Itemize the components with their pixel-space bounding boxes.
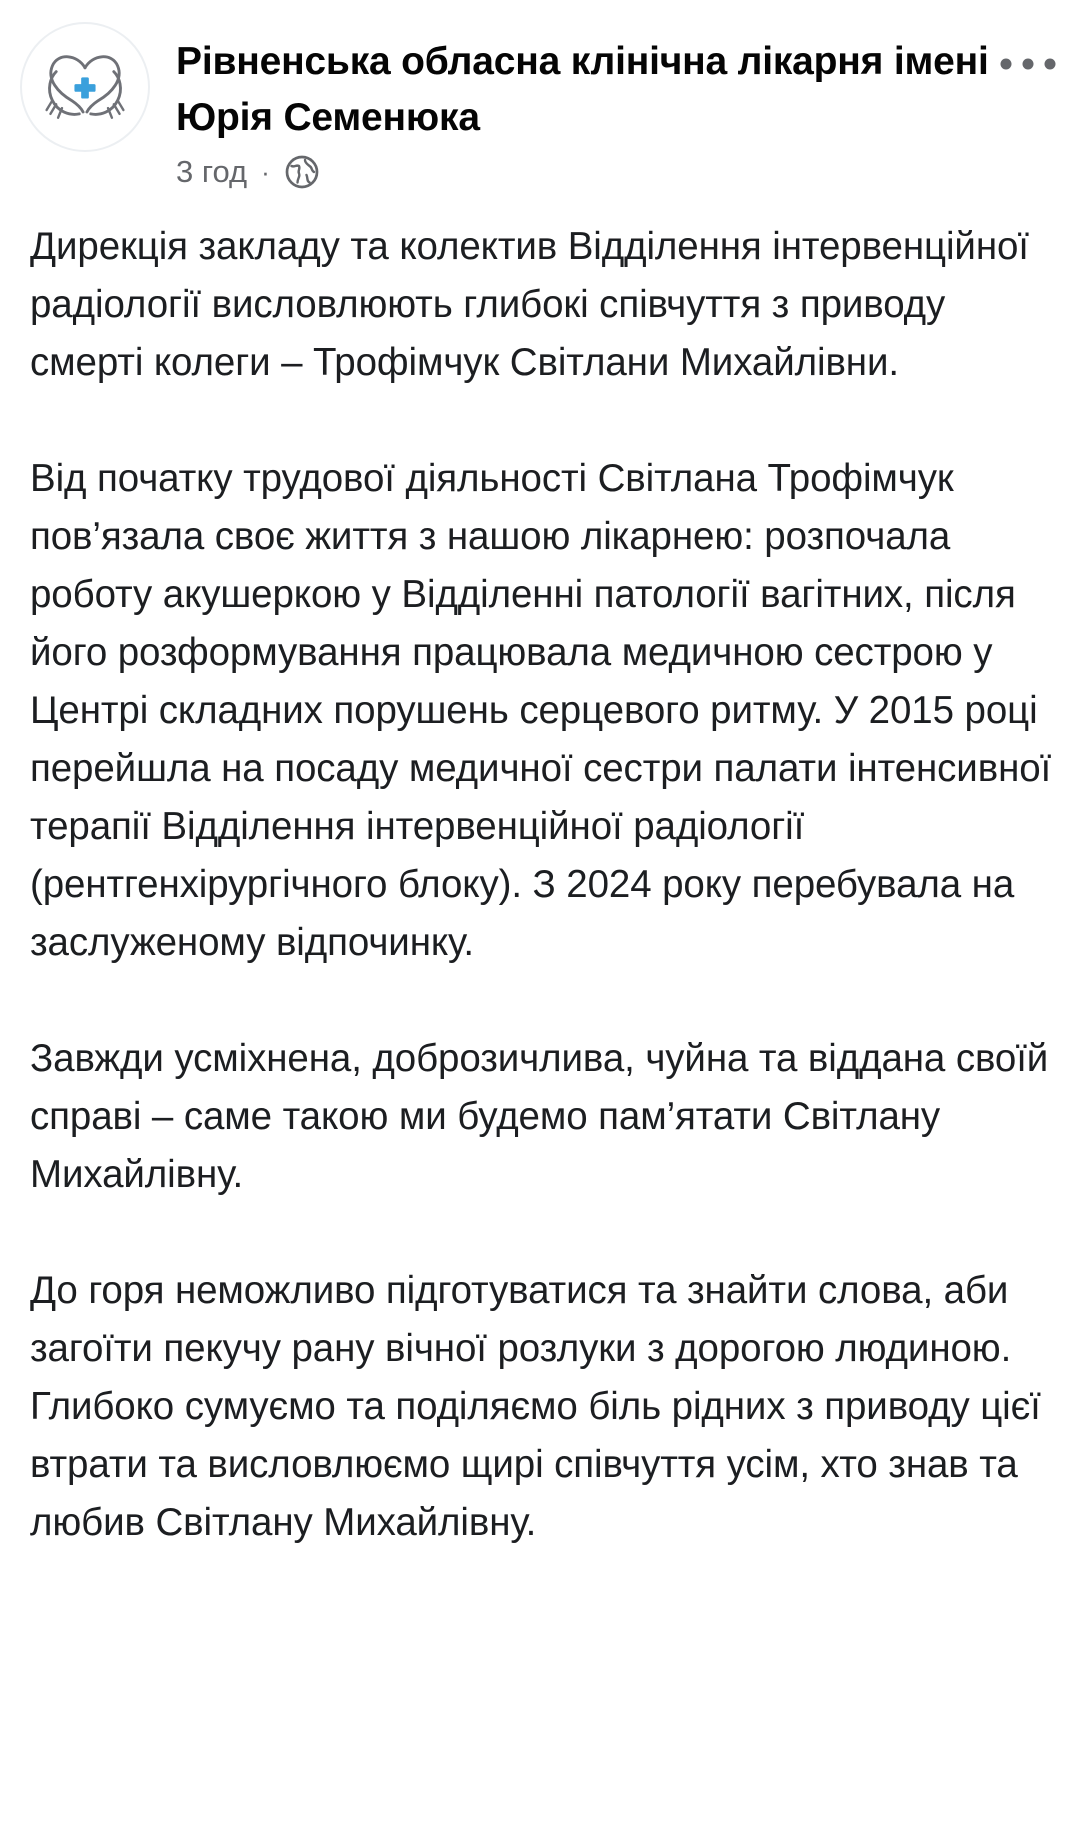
- post-time[interactable]: 3 год: [176, 154, 248, 189]
- meta-separator: ·: [261, 156, 270, 187]
- globe-icon: [284, 154, 320, 190]
- post-paragraph-2: Від початку трудової діяльності Світлана Трофімчук пов’язала своє життя з нашою лікарнею: розпочала роботу акушеркою у Відділенні патології вагітних, після його розформування працювала медичною сестрою у Центрі складних порушень серцевого ритму. У 2015 році перейшла на посаду медичної сестри палати інтенсивної терапії Відділення інтервенційної радіології (рентгенхірургічного блоку). З 2024 року перебувала на заслуженому відпочинку.: [30, 457, 1052, 964]
- post-paragraph-4: До горя неможливо підготуватися та знайти слова, аби загоїти пекучу рану вічної розлуки з дорогою людиною. Глибоко сумуємо та поділяємо біль рідних з приводу цієї втрати та висловлюємо щирі співчуття усім, хто знав та любив Світлану Михайлівну.: [30, 1269, 1041, 1544]
- more-horizontal-icon: [998, 56, 1058, 72]
- more-options-button[interactable]: [996, 44, 1060, 84]
- post-paragraph-1: Дирекція закладу та колектив Відділення інтервенційної радіології висловлюють глибокі співчуття з приводу смерті колеги – Трофімчук Світлани Михайлівни.: [30, 225, 1029, 384]
- post-header: [0, 0, 1080, 200]
- heart-hands-logo-icon: [37, 39, 133, 135]
- post-paragraph-3: Завжди усміхнена, доброзичлива, чуйна та віддана своїй справі – саме такою ми будемо пам’ятати Світлану Михайлівну.: [30, 1037, 1049, 1196]
- post-text: [30, 218, 1060, 1552]
- post-meta: [176, 152, 320, 192]
- page-name[interactable]: Рівненська обласна клінічна лікарня імені Юрія Семенюка: [176, 40, 989, 139]
- page-avatar[interactable]: [20, 22, 150, 152]
